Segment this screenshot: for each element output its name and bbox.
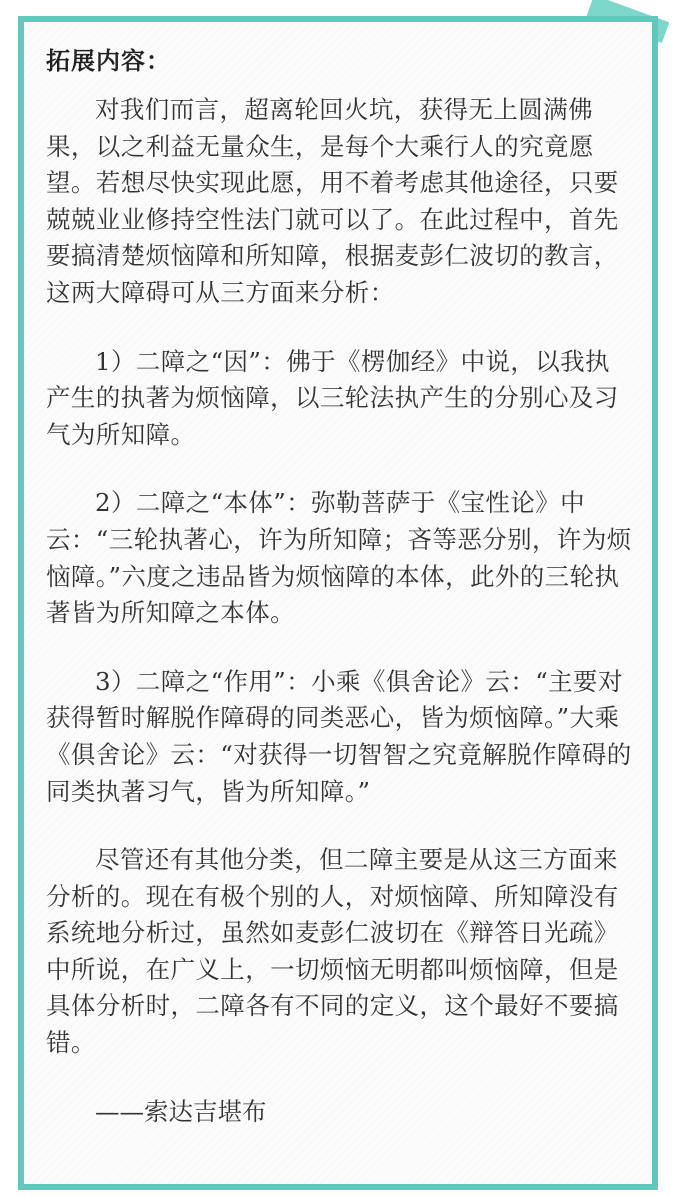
paragraph-conclusion: 尽管还有其他分类，但二障主要是从这三方面来分析的。现在有极个别的人，对烦恼障、所知障没有系统地分析过，虽然如麦彭仁波切在《辩答日光疏》中所说，在广义上，一切烦恼无明都叫烦恼障，但是具体分析时，二障各有不同的定义，这个最好不要搞错。 <box>46 845 619 1058</box>
paragraph-point-1: 1）二障之“因”：佛于《楞伽经》中说，以我执产生的执著为烦恼障，以三轮法执产生的分别心及习气为所知障。 <box>46 346 619 449</box>
content-card <box>18 16 658 1190</box>
section-heading: 拓展内容： <box>46 46 171 75</box>
paragraph-intro: 对我们而言，超离轮回火坑，获得无上圆满佛果，以之利益无量众生，是每个大乘行人的究竟愿望。若想尽快实现此愿，用不着考虑其他途径，只要兢兢业业修持空性法门就可以了。在此过程中，首先要搞清楚烦恼障和所知障，根据麦彭仁波切的教言，这两大障碍可从三方面来分析： <box>46 95 619 307</box>
paragraph-point-2: 2）二障之“本体”：弥勒菩萨于《宝性论》中云：“三轮执著心，许为所知障；吝等恶分别，许为烦恼障。”六度之违品皆为烦恼障的本体，此外的三轮执著皆为所知障之本体。 <box>46 488 632 628</box>
author-signature: ——索达吉堪布 <box>95 1096 267 1126</box>
paragraph-point-3: 3）二障之“作用”：小乘《俱舍论》云：“主要对获得暂时解脱作障碍的同类恶心，皆为烦恼障。”大乘《俱舍论》云：“对获得一切智智之究竟解脱作障碍的同类执著习气，皆为所知障。” <box>46 666 632 806</box>
article-body <box>46 44 634 1130</box>
